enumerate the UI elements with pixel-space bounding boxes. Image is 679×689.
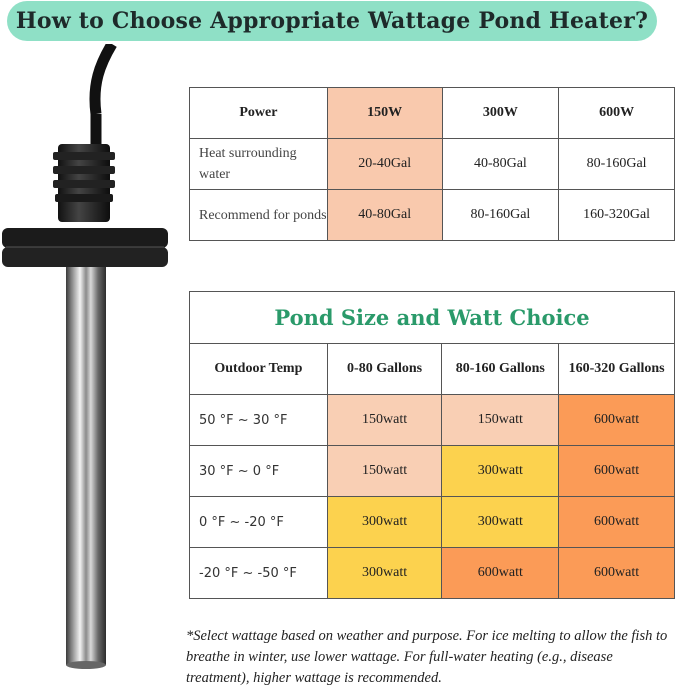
table-row: [190, 446, 675, 497]
page-title: How to Choose Appropriate Wattage Pond Heater?: [15, 8, 649, 34]
row-label: 0 °F ~ -20 °F: [190, 497, 328, 548]
table-title-row: [190, 292, 675, 344]
power-table: [189, 87, 675, 241]
header-cell: Power: [190, 88, 328, 139]
pond-heater-icon: [0, 44, 180, 674]
header-cell: 300W: [442, 88, 559, 139]
row-label: Heat surrounding water: [190, 139, 328, 190]
table-cell: 600watt: [559, 548, 675, 599]
table-row: [190, 548, 675, 599]
table-cell: 80-160Gal: [442, 190, 559, 241]
header-cell: 80-160 Gallons: [442, 344, 559, 395]
table-cell: 300watt: [442, 497, 559, 548]
table-cell: 40-80Gal: [327, 190, 442, 241]
title-banner: [7, 1, 657, 41]
row-label: 30 °F ~ 0 °F: [190, 446, 328, 497]
table-title: Pond Size and Watt Choice: [190, 292, 675, 344]
table-row: [190, 190, 675, 241]
table-cell: 80-160Gal: [559, 139, 675, 190]
table-cell: 20-40Gal: [327, 139, 442, 190]
table-cell: 150watt: [442, 395, 559, 446]
table-cell: 300watt: [442, 446, 559, 497]
table-cell: 600watt: [559, 395, 675, 446]
pond-size-table: [189, 291, 675, 599]
table-cell: 600watt: [559, 446, 675, 497]
header-cell: 0-80 Gallons: [327, 344, 442, 395]
header-cell: Outdoor Temp: [190, 344, 328, 395]
table-cell: 600watt: [559, 497, 675, 548]
footnote: *Select wattage based on weather and purpose. For ice melting to allow the fish to breathe in winter, use lower wattage. For full-water heating (e.g., disease treatment), higher wattage is recommended.: [186, 628, 668, 686]
row-label: Recommend for ponds: [190, 190, 328, 241]
table-cell: 300watt: [327, 497, 442, 548]
table-row: [190, 395, 675, 446]
table-cell: 150watt: [327, 395, 442, 446]
row-label: 50 °F ~ 30 °F: [190, 395, 328, 446]
table-cell: 150watt: [327, 446, 442, 497]
table-row: [190, 344, 675, 395]
row-label: -20 °F ~ -50 °F: [190, 548, 328, 599]
table-row: [190, 497, 675, 548]
header-cell: 600W: [559, 88, 675, 139]
table-row: [190, 88, 675, 139]
table-cell: 300watt: [327, 548, 442, 599]
table-row: [190, 139, 675, 190]
table-cell: 40-80Gal: [442, 139, 559, 190]
table-cell: 160-320Gal: [559, 190, 675, 241]
table-cell: 600watt: [442, 548, 559, 599]
header-cell: 160-320 Gallons: [559, 344, 675, 395]
header-cell: 150W: [327, 88, 442, 139]
